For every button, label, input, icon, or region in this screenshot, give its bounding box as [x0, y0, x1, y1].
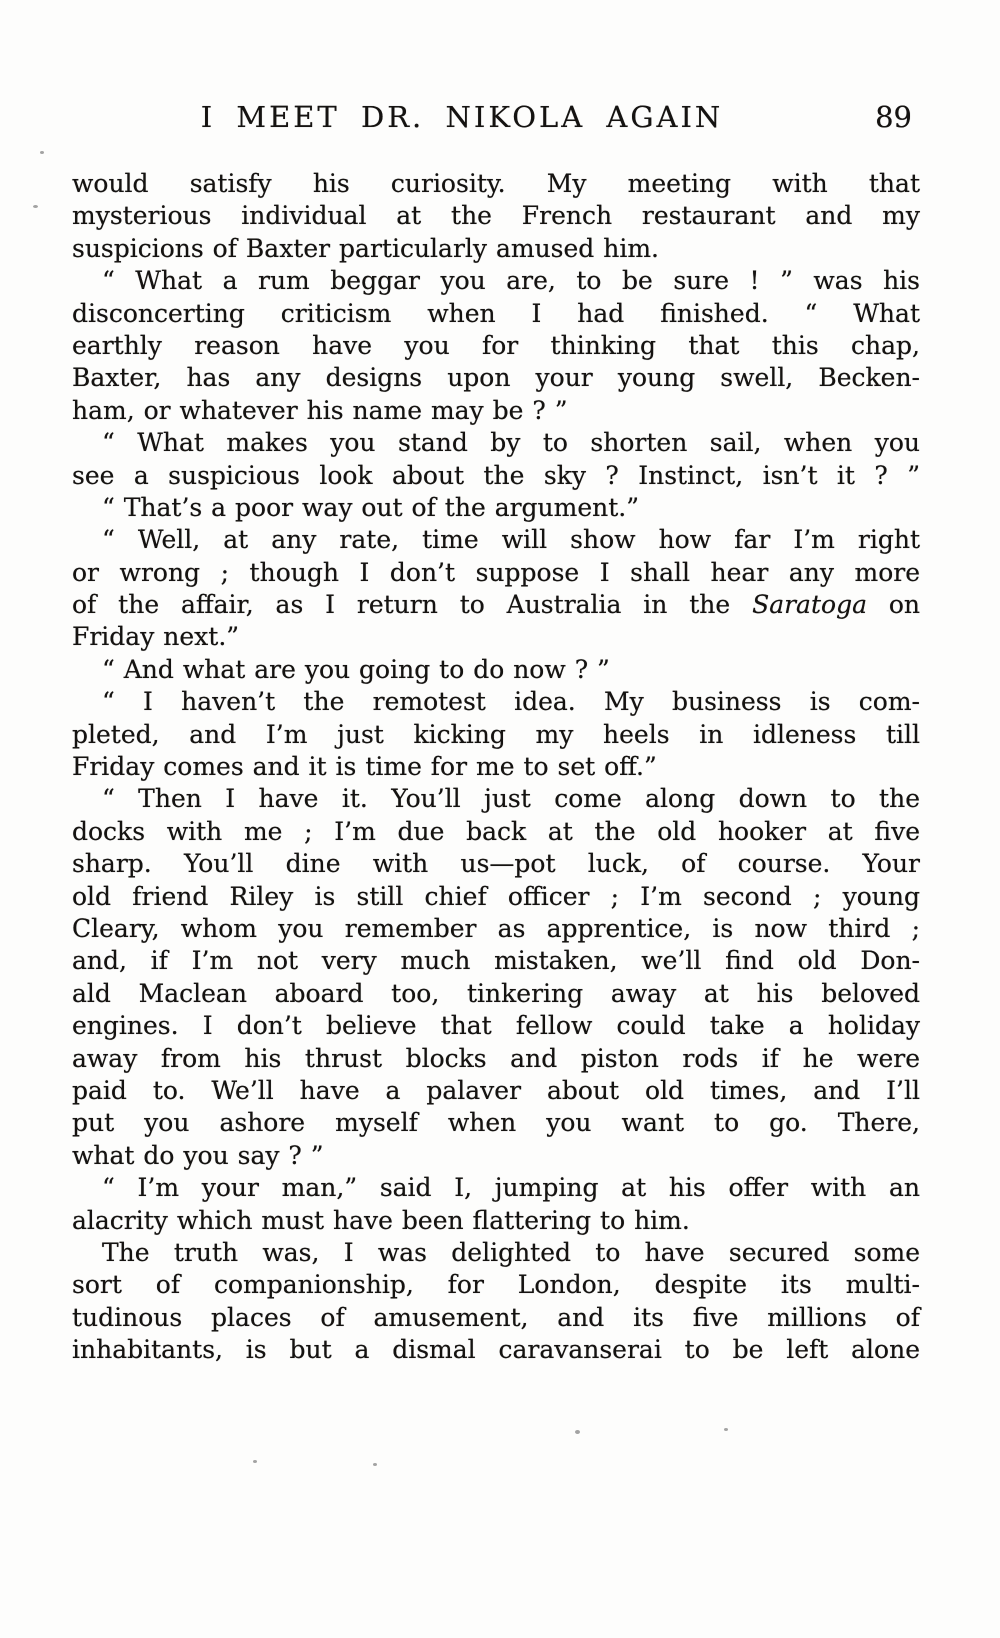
text-line: [72, 1302, 920, 1334]
page-body: [72, 168, 920, 1366]
text-line: [72, 1269, 920, 1301]
text-line: [72, 524, 920, 556]
text-segment: see a suspicious look about the sky ? Instinct, isn’t it ? ”: [72, 460, 920, 490]
text-line: [72, 816, 920, 848]
scan-speck: [575, 1430, 580, 1434]
text-line: [72, 783, 920, 815]
text-line: [72, 1237, 920, 1269]
text-line: [72, 1172, 920, 1204]
text-line: [72, 1010, 920, 1042]
scan-speck: [373, 1463, 377, 1466]
scan-speck: [33, 205, 38, 208]
text-segment: “ Then I have it. You’ll just come along down to the: [102, 784, 920, 814]
text-line: [72, 298, 920, 330]
text-segment: “ What a rum beggar you are, to be sure ! ” was his: [102, 266, 920, 296]
text-line: [72, 395, 920, 427]
text-segment: disconcerting criticism when I had finished. “ What: [72, 298, 920, 328]
text-segment: earthly reason have you for thinking that this chap,: [72, 330, 920, 360]
text-line: [72, 233, 920, 265]
text-line: [72, 460, 920, 492]
text-line: [72, 1334, 920, 1366]
scan-speck: [40, 151, 44, 154]
text-segment: engines. I don’t believe that fellow could take a holiday: [72, 1011, 920, 1041]
text-line: [72, 881, 920, 913]
text-line: [72, 621, 920, 653]
text-line: [72, 200, 920, 232]
scan-speck: [253, 1460, 257, 1463]
text-line: [72, 1043, 920, 1075]
text-segment: “ I’m your man,” said I, jumping at his offer with an: [102, 1173, 920, 1203]
text-line: [72, 265, 920, 297]
text-line: [72, 168, 920, 200]
text-segment: and, if I’m not very much mistaken, we’ll find old Don-: [72, 946, 920, 976]
text-segment: mysterious individual at the French restaurant and my: [72, 201, 920, 231]
text-line: [72, 362, 920, 394]
text-segment: paid to. We’ll have a palaver about old times, and I’ll: [72, 1075, 920, 1105]
text-line: [72, 1075, 920, 1107]
text-line: [72, 492, 920, 524]
text-segment: pleted, and I’m just kicking my heels in idleness till: [72, 719, 920, 749]
text-line: [72, 1205, 920, 1237]
text-segment: Friday next.”: [72, 622, 240, 652]
text-segment: tudinous places of amusement, and its five millions of: [72, 1302, 920, 1332]
text-line: [72, 719, 920, 751]
text-line: [72, 1140, 920, 1172]
text-segment: “ That’s a poor way out of the argument.”: [102, 492, 640, 522]
running-head: [72, 100, 912, 140]
text-line: [72, 330, 920, 362]
text-segment: would satisfy his curiosity. My meeting with that: [72, 169, 920, 198]
text-line: [72, 945, 920, 977]
text-segment: sort of companionship, for London, despite its multi-: [72, 1270, 920, 1300]
italic-text: Saratoga: [752, 590, 867, 620]
text-line: [72, 654, 920, 686]
text-segment: alacrity which must have been flattering to him.: [72, 1205, 690, 1235]
text-line: [72, 589, 920, 621]
text-line: [72, 978, 920, 1010]
text-segment: ald Maclean aboard too, tinkering away at his beloved: [72, 978, 920, 1008]
text-segment: sharp. You’ll dine with us—pot luck, of course. Your: [72, 849, 920, 879]
text-segment: on: [866, 590, 920, 620]
text-segment: “ And what are you going to do now ? ”: [102, 654, 610, 684]
text-line: [72, 557, 920, 589]
text-segment: “ I haven’t the remotest idea. My business is com-: [102, 687, 920, 717]
text-segment: or wrong ; though I don’t suppose I shall hear any more: [72, 557, 920, 587]
text-line: [72, 427, 920, 459]
chapter-title: I MEET DR. NIKOLA AGAIN: [200, 100, 724, 134]
text-segment: Baxter, has any designs upon your young swell, Becken-: [72, 363, 920, 393]
text-segment: “ Well, at any rate, time will show how far I’m right: [102, 525, 920, 555]
text-segment: ham, or whatever his name may be ? ”: [72, 395, 568, 425]
text-line: [72, 751, 920, 783]
text-line: [72, 1107, 920, 1139]
text-segment: The truth was, I was delighted to have secured some: [102, 1237, 920, 1267]
text-segment: put you ashore myself when you want to go. There,: [72, 1108, 920, 1138]
text-segment: old friend Riley is still chief officer ; I’m second ; young: [72, 881, 920, 911]
text-segment: of the affair, as I return to Australia in the: [72, 590, 753, 620]
text-line: [72, 848, 920, 880]
text-segment: what do you say ? ”: [72, 1140, 324, 1170]
text-segment: away from his thrust blocks and piston rods if he were: [72, 1043, 920, 1073]
text-segment: “ What makes you stand by to shorten sail, when you: [102, 428, 920, 458]
text-segment: Cleary, whom you remember as apprentice, is now third ;: [72, 913, 920, 943]
text-segment: docks with me ; I’m due back at the old hooker at five: [72, 816, 920, 846]
scan-speck: [724, 1428, 728, 1431]
text-segment: Friday comes and it is time for me to set off.”: [72, 752, 657, 782]
text-line: [72, 913, 920, 945]
page-number: 89: [875, 100, 912, 134]
text-segment: inhabitants, is but a dismal caravanserai to be left alone: [72, 1335, 920, 1365]
text-segment: suspicions of Baxter particularly amused him.: [72, 233, 660, 263]
text-line: [72, 686, 920, 718]
